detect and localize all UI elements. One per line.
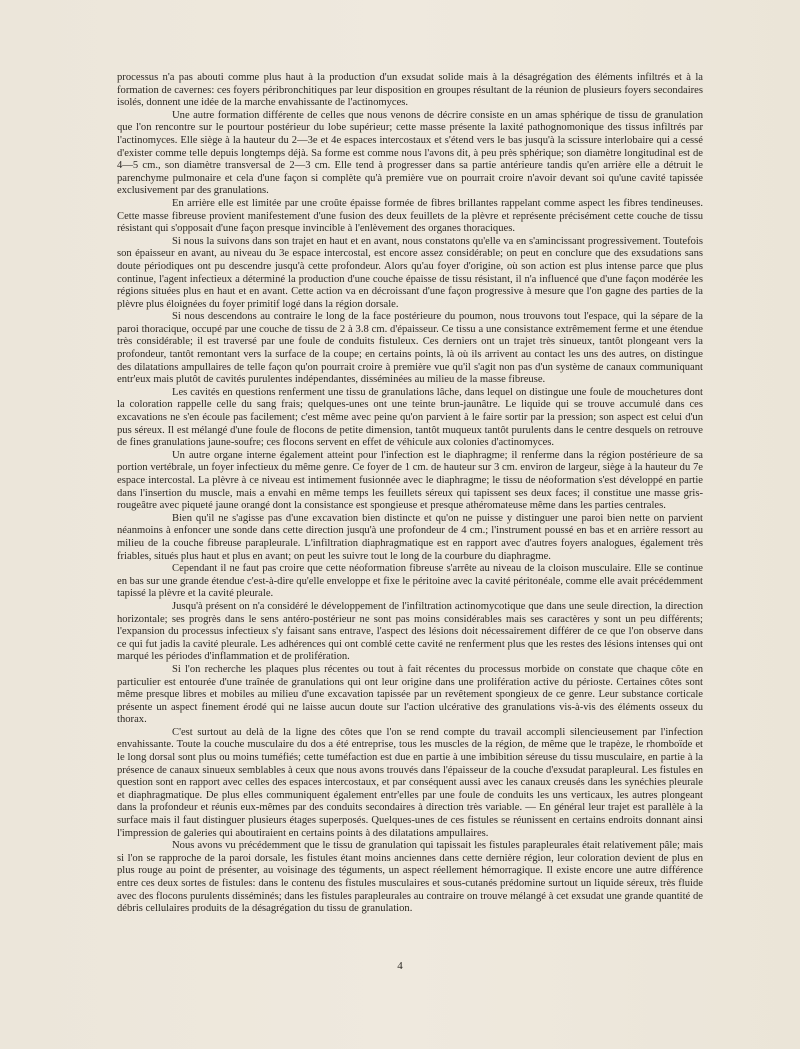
paragraph: Bien qu'il ne s'agisse pas d'une excavation bien distincte et qu'on ne puisse y distinguer une paroi bien nette on parvient néanmoins à enfoncer une sonde dans cette direction jusqu'à une profondeur de 4 cm.; l'instrument poussé en bas et en arrière ressort au milieu de la couche fibreuse parapleurale. L'infiltration diaphragmatique est en rapport avec d'autres foyers analogues, également très friables, situés plus haut et plus en avant; on peut les suivre tout le long de la courbure du diaphragme. xyxy=(117,512,703,562)
body-text xyxy=(117,72,703,916)
paragraph: Une autre formation différente de celles que nous venons de décrire consiste en un amas sphérique de tissu de granulation que l'on rencontre sur le pourtour postérieur du lobe supérieur; cette masse présente la laxité pathognomonique des tissus infiltrés par l'actinomyces. Elle siège à la hauteur du 2—3e et 4e espaces intercostaux et s'étend vers le bas jusqu'à la scissure interlobaire qui a cessé d'exister comme telle depuis longtemps déjà. Sa forme est comme nous l'avons dit, à peu près sphérique; son diamètre longitudinal est de 4—5 cm., son diamètre transversal de 2—3 cm. Elle tend à progresser dans sa partie antérieure tandis qu'en arrière elle a détruit le parenchyme pulmonaire et cela d'une façon si complète qu'à première vue on pourrait croire n'avoir devant soi qu'une cavité tapissée exclusivement par des granulations. xyxy=(117,109,703,197)
paragraph: processus n'a pas abouti comme plus haut à la production d'un exsudat solide mais à la désagrégation des éléments infiltrés et à la formation de cavernes: ces foyers péribronchitiques par leur disposition en groupes résultant de la réunion de plusieurs foyers secondaires isolés, donnent une idée de la marche envahissante de l'actinomyces. xyxy=(117,72,703,109)
paragraph: C'est surtout au delà de la ligne des côtes que l'on se rend compte du travail accompli silencieusement par l'infection envahissante. Toute la couche musculaire du dos a été entreprise, tous les muscles de la région, de même que le trapèze, le rhomboïde et le long dorsal sont plus ou moins tuméfiés; cette tuméfaction est due en partie à une imbibition séreuse du tissu musculaire, en partie à la présence de canaux sinueux semblables à ceux que nous avons trouvés dans l'épaisseur de la couche d'exsudat parapleural. Les fistules en question sont en rapport avec celles des espaces intercostaux, et par conséquent aussi avec les canaux creusés dans les synéchies pleurale et diaphragmatique. De plus elles communiquent également entr'elles par une foule de conduits les uns verticaux, les autres plongeant dans la profondeur et réunis eux-mêmes par des conduits secondaires à direction très variable. — En général leur trajet est parallèle à la surface mais il faut distinguer plusieurs étages superposés. Quelques-unes de ces fistules se réunissent en certains endroits donnant ainsi l'impression de galeries qui aboutiraient en certains points à des dilatations ampullaires. xyxy=(117,726,703,839)
paragraph: Un autre organe interne également atteint pour l'infection est le diaphragme; il renferme dans la région postérieure de sa portion vertébrale, un foyer infectieux du même genre. Ce foyer de 1 cm. de hauteur sur 3 cm. environ de largeur, siège à la hauteur du 7e espace intercostal. La plèvre à ce niveau est intimement fusionnée avec le diaphragme; le tissu de néoformation s'est développé en partie dans l'insertion du muscle, mais a envahi en même temps les feuillets séreux qui tapissent ses deux faces; il constitue une masse gris-rougeâtre avec piqueté jaune orangé dont la consistance est spongieuse et presque athéromateuse même dans les parties centrales. xyxy=(117,449,703,512)
paragraph: Si nous descendons au contraire le long de la face postérieure du poumon, nous trouvons tout l'espace, qui la sépare de la paroi thoracique, occupé par une couche de tissu de 2 à 3.8 cm. d'épaisseur. Ce tissu a une consistance extrêmement ferme et une étendue très considérable; il est traversé par une foule de conduits fistuleux. Ces derniers ont un trajet très sinueux, tantôt plongeant vers la profondeur, tantôt remontant vers la surface de la coupe; en certains points, là où ils arrivent au contact les uns des autres, on distingue des dilatations ampullaires de telle façon qu'on pourrait croire à première vue qu'il s'agit non pas d'un système de canaux communiquant entr'eux mais plutôt de cavités purulentes indépendantes, disséminées au milieu de la masse fibreuse. xyxy=(117,311,703,386)
paragraph: Jusqu'à présent on n'a considéré le développement de l'infiltration actinomycotique que dans une seule direction, la direction horizontale; ses progrès dans le sens antéro-postérieur ne sont pas moins considérables mais ses caractères y sont un peu différents; l'expansion du processus infectieux s'y faisant sans entrave, l'aspect des lésions doit nécessairement différer de ce que l'on observe dans ce qui fut jadis la cavité pleurale. Les adhérences qui ont comblé cette cavité ne renferment plus que les restes des lésions intenses qui ont marqué les périodes d'inflammation et de prolifération. xyxy=(117,600,703,663)
page-number: 4 xyxy=(397,960,403,972)
paragraph: En arrière elle est limitée par une croûte épaisse formée de fibres brillantes rappelant comme aspect les fibres tendineuses. Cette masse fibreuse provient manifestement d'une fusion des deux feuillets de la plèvre et représente précisément cette couche de tissu résistant qui s'opposait d'une façon presque invincible à l'enlèvement des organes thoraciques. xyxy=(117,197,703,235)
paragraph: Si nous la suivons dans son trajet en haut et en avant, nous constatons qu'elle va en s'amincissant progressivement. Toutefois son épaisseur en avant, au niveau du 3e espace intercostal, est encore assez considérable; on peut en conclure que des exsudations sans doute périodiques ont pu descendre jusqu'à cette profondeur. Alors qu'au foyer d'origine, où son action est plus intense parce que plus continue, l'agent infectieux a déterminé la production d'une couche épaisse de tissu résistant, il n'a influencé que d'une façon modérée les régions situées plus en haut et en avant. Cette action va en décroissant d'une façon progressive à mesure que l'on gagne des parties de la plèvre plus éloignées du foyer primitif logé dans la région dorsale. xyxy=(117,235,703,310)
paragraph: Les cavités en questions renferment une tissu de granulations lâche, dans lequel on distingue une foule de mouchetures dont la coloration rappelle celle du sang frais; quelques-unes ont une teinte brun-jaunâtre. Le liquide qui se trouve accumulé dans ces excavations ne s'en écoule pas facilement; c'est même avec peine qu'on parvient à le faire sortir par la pression; son aspect est celui d'un pus séreux. Il est mélangé d'une foule de flocons de petite dimension, tantôt muqueux tantôt purulents dans le centre desquels on retrouve de fines granulations jaune-soufre; ces flocons servent en effet de véhicule aux colonies d'actinomyces. xyxy=(117,386,703,449)
paragraph: Nous avons vu précédemment que le tissu de granulation qui tapissait les fistules parapleurales était relativement pâle; mais si l'on se rapproche de la paroi dorsale, les fistules étant moins anciennes dans cette dernière région, leur coloration devient de plus en plus rouge au point de présenter, au voisinage des téguments, un aspect réellement hémorragique. Il existe encore une autre différence entre ces deux sortes de fistules: dans le contenu des fistules musculaires et sous-cutanés prédomine surtout un liquide séreux, très fluide avec des flocons purulents disséminés; dans les fistules parapleurales au contraire on trouve mélangé à cet exsudat une grande quantité de débris cellulaires produits de la désagrégation du tissu de granulation. xyxy=(117,840,703,915)
paragraph: Cependant il ne faut pas croire que cette néoformation fibreuse s'arrête au niveau de la cloison musculaire. Elle se continue en bas sur une grande étendue c'est-à-dire qu'elle enveloppe et fixe le péritoine avec la cavité péritonéale, comme elle avait précédemment tapissé la plèvre et la cavité pleurale. xyxy=(117,563,703,600)
paragraph: Si l'on recherche les plaques plus récentes ou tout à fait récentes du processus morbide on constate que chaque côte en particulier est entourée d'une traînée de granulations qui ont leur origine dans une prolifération active du périoste. Certaines côtes sont même presque libres et mobiles au milieu d'une excavation tapissée par un revêtement spongieux de ce genre. Leur substance corticale présente un aspect finement érodé qui ne laisse aucun doute sur l'action ulcérative des granulations vis-à-vis des éléments osseux du thorax. xyxy=(117,663,703,726)
